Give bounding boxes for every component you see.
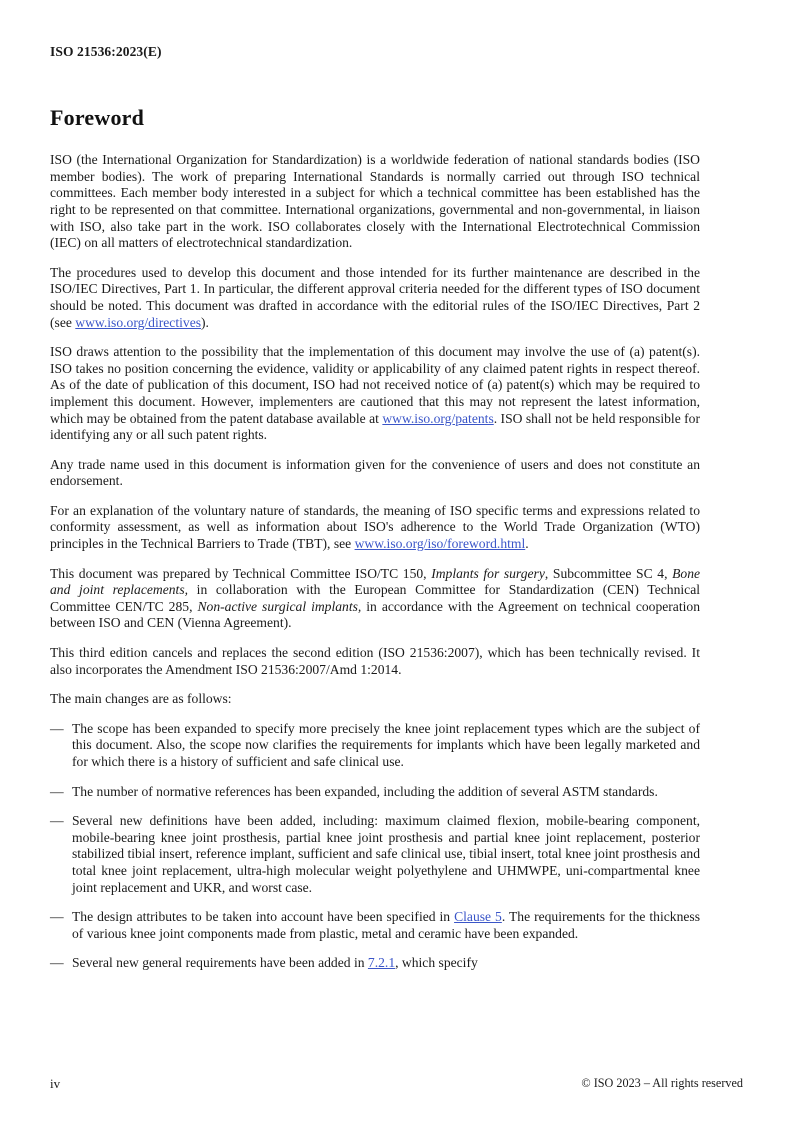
paragraph-edition: This third edition cancels and replaces the second edition (ISO 21536:2007), which has been technically revised. It also incorporates the Amendment ISO 21536:2007/Amd 1:2014. (50, 645, 700, 677)
paragraph-wto (50, 503, 700, 553)
document-content (50, 106, 700, 985)
link-iso-directives[interactable]: www.iso.org/directives (75, 314, 202, 330)
list-item-text: The number of normative references has been expanded, including the addition of several ASTM standards. (72, 783, 658, 799)
list-item-text-before: Several new general requirements have been added in (72, 955, 368, 971)
paragraph-trade-name: Any trade name used in this document is information given for the convenience of users and does not constitute an endorsement. (50, 456, 700, 489)
list-item-text-before: The design attributes to be taken into account have been specified in (72, 909, 455, 925)
link-clause-5[interactable]: Clause 5 (454, 909, 502, 925)
committee-title-non-active-surgical-implants: Non-active surgical implants, (197, 598, 362, 614)
paragraph-iso-description: ISO (the International Organization for Standardization) is a worldwide federation of national standards bodies (ISO member bodies). The work of preparing International Standards is normally carried out through ISO technical committees. Each member body interested in a subject for which a technical committee has been established has the right to be represented on that committee. International organizations, governmental and non-governmental, in liaison with ISO, also take part in the work. ISO collaborates closely with the International Electrotechnical Commission (IEC) on all matters of electrotechnical standardization. (50, 152, 700, 251)
bullet-dash-marker: — (50, 720, 64, 736)
list-item-text: The scope has been expanded to specify more precisely the knee joint replacement types which are the subject of this document. Also, the scope now clarifies the requirements for implants which have been legally marketed and for which there is a history of sufficient and safe clinical use. (72, 720, 700, 769)
paragraph-patents (50, 344, 700, 444)
list-item (50, 721, 700, 771)
bullet-dash-marker: — (50, 955, 64, 971)
paragraph-wto-text-after: . (525, 536, 529, 552)
bullet-dash-marker: — (50, 813, 64, 829)
page-number: iv (50, 1076, 61, 1091)
link-subclause-7-2-1[interactable]: 7.2.1 (367, 955, 396, 971)
changes-list (50, 721, 700, 972)
paragraph-committee-segment-4: in accordance with the Agreement on technical cooperation between ISO and CEN (Vienna Agreement). (50, 598, 700, 631)
committee-title-implants-for-surgery: Implants for surgery (431, 565, 545, 581)
paragraph-committee-segment-1: This document was prepared by Technical Committee ISO/TC 150, (50, 565, 432, 581)
document-header-reference: ISO 21536:2023(E) (50, 44, 162, 59)
page-footer (50, 1076, 743, 1094)
page-title: Foreword (50, 105, 145, 130)
list-item-text-after: , which specify (395, 955, 478, 971)
paragraph-procedures (50, 265, 700, 331)
list-item-text-after: . The requirements for the thickness of various knee joint components made from plastic, metal and ceramic have been expanded. (72, 909, 700, 941)
paragraph-committee-segment-3: in collaboration with the European Committee for Standardization (CEN) Technical Committee CEN/TC 285, (50, 582, 700, 614)
list-item (50, 813, 700, 896)
committee-title-bone-and-joint-replacements: Bone and joint replacements, (50, 565, 701, 598)
paragraph-patents-text-after: . ISO shall not be held responsible for identifying any or all such patent rights. (50, 410, 700, 443)
list-item (50, 909, 700, 942)
bullet-dash-marker: — (50, 909, 64, 925)
copyright-notice: © ISO 2023 – All rights reserved (581, 1076, 743, 1090)
list-item-text: Several new definitions have been added, including: maximum claimed flexion, mobile-bearing component, mobile-bearing knee joint prosthesis, partial knee joint prosthesis and partial knee joint replacement, posterior stabilized tibial insert, reference implant, sufficient and safe clinical use, tibial insert, total knee joint prosthesis and total knee joint replacement, ultra-high molecular weight polyethylene and UHMWPE, uni-compartmental knee joint replacement and UKR, and worst case. (72, 813, 700, 895)
list-item (50, 955, 700, 972)
paragraph-procedures-text-before: The procedures used to develop this document and those intended for its further maintenance are described in the ISO/IEC Directives, Part 1. In particular, the different approval criteria needed for the different types of ISO document should be noted. This document was drafted in accordance with the editorial rules of the ISO/IEC Directives, Part 2 (see (50, 264, 700, 330)
link-iso-patents[interactable]: www.iso.org/patents (382, 410, 494, 426)
list-item (50, 784, 700, 801)
bullet-dash-marker: — (50, 783, 64, 799)
paragraph-patents-text-before: ISO draws attention to the possibility that the implementation of this document may involve the use of (a) patent(s). ISO takes no position concerning the evidence, validity or applicability of any claimed patent rights in respect thereof. As of the date of publication of this document, ISO had not received notice of (a) patent(s) which may be required to implement this document. However, implementers are cautioned that this may not represent the latest information, which may be obtained from the patent database available at (50, 344, 700, 426)
paragraph-committee (50, 566, 700, 632)
paragraph-procedures-text-after: ). (201, 314, 209, 330)
paragraph-wto-text-before: For an explanation of the voluntary nature of standards, the meaning of ISO specific terms and expressions related to conformity assessment, as well as information about ISO's adherence to the World Trade Organization (WTO) principles in the Technical Barriers to Trade (TBT), see (50, 502, 700, 552)
link-iso-foreword[interactable]: www.iso.org/iso/foreword.html (354, 536, 526, 552)
paragraph-main-changes-intro: The main changes are as follows: (50, 691, 232, 707)
paragraph-committee-segment-2: , Subcommittee SC 4, (544, 565, 673, 581)
